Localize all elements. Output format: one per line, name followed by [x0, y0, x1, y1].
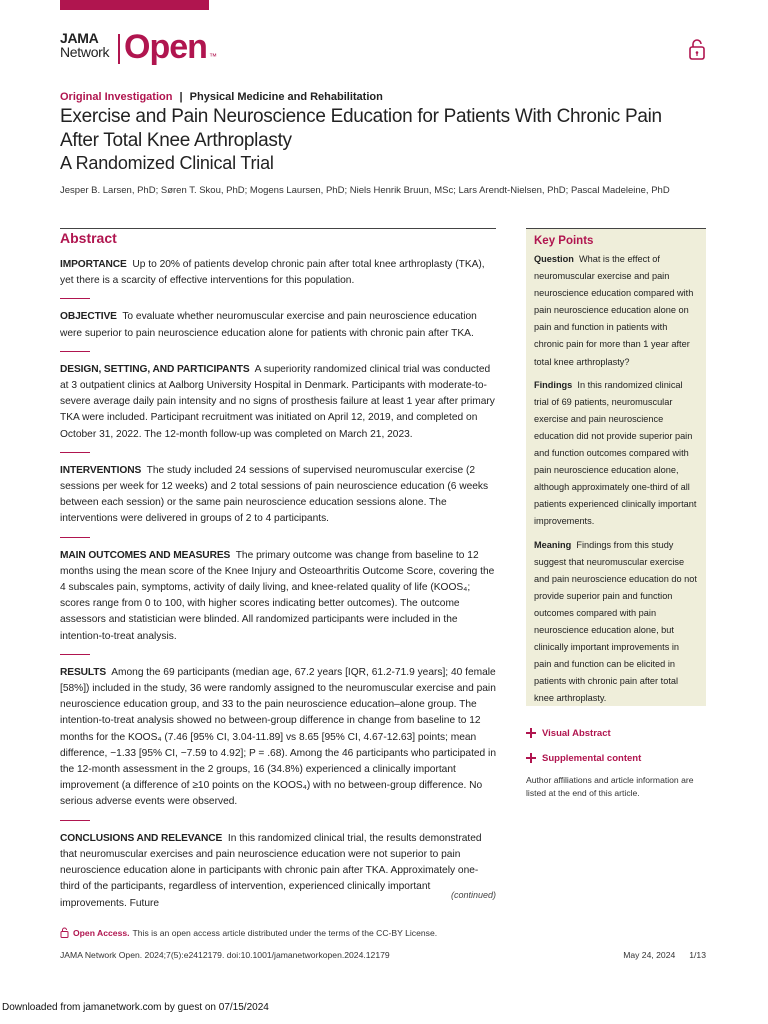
key-point-label: Question [534, 254, 574, 264]
article-subtitle: A Randomized Clinical Trial [60, 153, 274, 173]
logo-divider [118, 34, 120, 64]
visual-abstract-link[interactable] [526, 726, 706, 740]
key-points-heading: Key Points [534, 235, 594, 247]
brand-color-bar [60, 0, 209, 10]
section-label: RESULTS [60, 666, 107, 678]
key-point-findings [534, 377, 698, 531]
supplementary-links [526, 726, 706, 776]
affiliations-note: Author affiliations and article information are listed at the end of this article. [526, 775, 694, 798]
section-label: IMPORTANCE [60, 259, 127, 270]
article-field[interactable]: Physical Medicine and Rehabilitation [189, 91, 383, 103]
download-note: Downloaded from jamanetwork.com by guest on 07/15/2024 [2, 1002, 269, 1013]
section-text: A superiority randomized clinical trial was conducted at 3 outpatient clinics at Aalborg University Hospital in Denmark. Participants with moderate-to-severe average daily pain intensity and no signs of prosthesis failure at least 1 year after primary TKA were included. Participant recruitment was initiated on April 12, 2019, and completed on October 31, 2022. The 12-month follow-up was completed on March 21, 2023. [60, 363, 495, 440]
key-points-box [526, 228, 706, 706]
page-number: 1/13 [689, 950, 706, 960]
logo-jama-text: JAMA [60, 30, 99, 46]
key-point-text: What is the effect of neuromuscular exercise and pain neuroscience education compared with pain neuroscience education alone on pain and function in patients with chronic pain for more than 1 year after total knee arthroplasty? [534, 254, 694, 367]
section-divider [60, 654, 90, 655]
abstract-section [60, 665, 496, 811]
section-text: In this randomized clinical trial, the results demonstrated that neuromuscular exercises and pain neuroscience education were not superior to pain neuroscience education alone in participants with chronic pain after TKA. Approximately one-third of the participants, regardless of intervention, experienced clinically important improvements. Future [60, 832, 482, 909]
open-access-lock-icon[interactable] [688, 38, 706, 60]
abstract-section [60, 309, 496, 341]
abstract-body [60, 257, 496, 912]
key-point-meaning [534, 537, 698, 708]
section-text: The primary outcome was change from baseline to 12 months using the mean score of the Knee Injury and Osteoarthritis Outcome Score, covering the 4 subscales pain, symptoms, activity of daily living, and knee-related quality of life (KOOS₄; scores range from 0 to 100, with higher scores indicating better outcomes). The outcome assessors and statistician were blinded. All randomized participants were included in the intention-to-treat analysis. [60, 549, 495, 642]
visual-abstract-label: Visual Abstract [542, 727, 611, 739]
key-point-text: In this randomized clinical trial of 69 patients, neuromuscular exercise and pain neuroscience education did not provide superior pain and function outcomes compared with pain neuroscience education alone, although approximately one-third of all patients experienced clinically important improvements. [534, 379, 697, 527]
key-point-label: Findings [534, 379, 573, 390]
article-category [60, 91, 383, 103]
key-point-text: Findings from this study suggest that neuromuscular exercise and pain neuroscience education do not provide superior pain and function outcomes compared with pain neuroscience education alone, but clinically important improvements in pain and function can be elicited in patients with chronic pain after total knee arthroplasty. [534, 539, 697, 704]
logo-trademark: ™ [209, 52, 217, 61]
category-separator: | [179, 91, 183, 103]
section-text: Up to 20% of patients develop chronic pain after total knee arthroplasty (TKA), yet there is a scarcity of effective interventions for this population. [60, 259, 485, 287]
open-access-text: This is an open access article distributed under the terms of the CC-BY License. [132, 927, 438, 938]
section-divider [60, 298, 90, 299]
plus-icon [526, 728, 536, 738]
section-label: DESIGN, SETTING, AND PARTICIPANTS [60, 363, 250, 375]
section-divider [60, 820, 90, 821]
continued-note: (continued) [450, 890, 496, 900]
abstract-section [60, 463, 496, 528]
supplemental-content-link[interactable] [526, 751, 706, 765]
author-list: Jesper B. Larsen, PhD; Søren T. Skou, PhD; Mogens Laursen, PhD; Niels Henrik Bruun, MSc; Lars Arendt-Nielsen, PhD; Pascal Madeleine, PhD [60, 185, 670, 196]
key-point-question [534, 251, 698, 371]
section-label: CONCLUSIONS AND RELEVANCE [60, 832, 223, 844]
citation-footer: JAMA Network Open. 2024;7(5):e2412179. doi:10.1001/jamanetworkopen.2024.12179 [60, 950, 390, 960]
article-type[interactable]: Original Investigation [60, 91, 173, 103]
lock-icon [60, 927, 69, 938]
logo-open-text: Open [124, 28, 207, 66]
section-divider [60, 452, 90, 453]
open-access-label[interactable]: Open Access. [73, 927, 130, 938]
abstract-section [60, 548, 496, 645]
supplemental-content-label: Supplemental content [542, 752, 642, 764]
plus-icon [526, 753, 536, 763]
logo-network-text: Network [60, 44, 110, 60]
section-text: The study included 24 sessions of supervised neuromuscular exercise (2 sessions per week for 12 weeks) and 2 total sessions of pain neuroscience education (6 weeks between each session) or the same pain neuroscience education sessions alone. The interventions were delivered in groups of 2 to 4 participants. [60, 464, 489, 525]
section-text: To evaluate whether neuromuscular exercise and pain neuroscience education were superior to pain neuroscience education alone for patients with chronic pain after TKA. [60, 311, 477, 339]
footer-date-page [620, 950, 706, 960]
open-access-notice [60, 927, 437, 938]
section-label: INTERVENTIONS [60, 464, 142, 476]
abstract-section [60, 257, 496, 289]
abstract-rule [60, 228, 496, 229]
key-point-label: Meaning [534, 539, 572, 550]
section-divider [60, 537, 90, 538]
abstract-section [60, 362, 496, 443]
section-text: Among the 69 participants (median age, 67.2 years [IQR, 61.2-71.9 years]; 40 female [58%]) included in the study, 36 were randomly assigned to the neuromuscular exercise and pain neuroscience education group, and 33 to the pain neuroscience education–alone group. The intention-to-treat analysis showed no between-group difference in change from baseline to 12 months for the KOOS₄ (7.46 [95% CI, 3.04-11.89] vs 8.65 [95% CI, 4.67-12.63] points; mean difference, −1.33 [95% CI, −7.59 to 4.92]; P = .68). Among the 46 participants who participated in the 12-month assessment in the 2 groups, 16 (34.8%) experienced a clinically important improvement (a difference of ≥10 points on the KOOS₄) with no between-group difference. No serious adverse events were observed. [60, 666, 496, 808]
abstract-heading: Abstract [60, 230, 117, 246]
section-label: OBJECTIVE [60, 311, 117, 323]
section-label: MAIN OUTCOMES AND MEASURES [60, 549, 231, 561]
publication-date: May 24, 2024 [623, 950, 676, 960]
section-divider [60, 351, 90, 352]
article-title: Exercise and Pain Neuroscience Education for Patients With Chronic Pain After Total Knee Arthroplasty [60, 106, 662, 151]
